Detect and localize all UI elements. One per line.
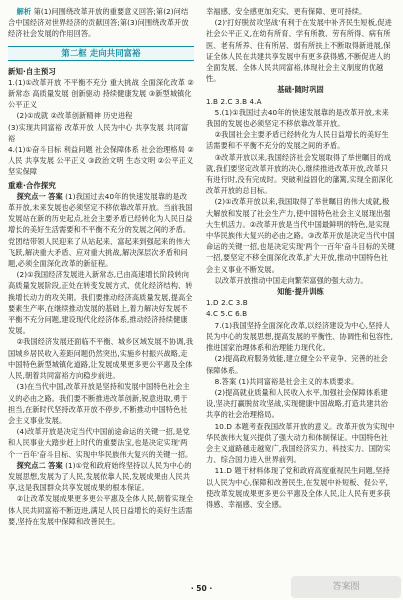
- analysis-paragraph: [8, 6, 194, 40]
- item-11: 11.D 题干材料体现了党和政府高度重视民生问题,坚持以人民为中心,保障和改善民生,在发展中补短板、促公平,使改革发展成果更多更公平惠及全体人民,让人民有更多获得感、幸福感、安全感。: [206, 466, 391, 509]
- explore1-paragraph: ②我国经济发展还面临不平衡、城乡区域发展不协调,我国城乡居民收入差距问题仍然突出,实施乡村振兴战略,走中国特色新型城镇化道路,让发展成果更多更公平惠及全体人民,朝着共同富裕方向稳步前进。: [8, 337, 194, 381]
- ability-answers: 4.C 5.C 6.B: [206, 309, 248, 319]
- ability-item: (2)提高政府服务效能,建立健全公平竞争、完善的社会保障体系。: [206, 354, 388, 375]
- basic-item: 5.(1)①我国过去40年的快速发展靠的是改革开放,未来我国的发展也必须坚定不移依靠改革开放。: [206, 107, 389, 129]
- left-column: [8, 6, 194, 527]
- explore1-paragraph: (2)①我国经济发展进入新常态,已由高速增长阶段转向高质量发展阶段,正处在转变发展方式、优化经济结构、转换增长动力的攻关期。我们要推动经济高质量发展,提高全要素生产率,在继续推动发展的基础上,着力解决好发展不平衡不充分问题,建设现代化经济体系,推动经济持续健康发展。: [8, 270, 193, 336]
- watermark-logo: 答案圈: [291, 576, 401, 598]
- newknow-heading: 新知·自主预习: [8, 66, 56, 76]
- basic-item: (2)①改革开放以来,我国取得了举世瞩目的伟大成就,极大解放和发展了社会生产力,使中国特色社会主义展现出强大生机活力。②改革开放是当代中国最鲜明的特色,是实现中华民族伟大复兴的必由之路。③改革开放是决定当代中国命运的关键一招,也是决定实现'两个一百年'奋斗目标的关键一招,要坚定不移全面深化改革,扩大开放,推动中国特色社会主义事业不断发展。: [206, 197, 395, 274]
- explore1-paragraph: (4)改革开放是决定当代中国前途命运的关键一招,是党和人民事业大踏步赶上时代的重要法宝,也是决定实现'两个一百年'奋斗目标、实现中华民族伟大复兴的关键一招。: [8, 427, 193, 459]
- newknow-item: 4.(1)①奋斗目标 利益问题 社会保障体系 社会治理格局 ②人民 共享发展 公平正义 ③政治文明 生态文明 ②公平正义 坚实保障: [8, 145, 194, 177]
- analysis-text: 第(1)问围绕改革开放的重要意义回答;第(2)问结合中国经济对世界经济的贡献回答;第(3)问围绕改革开放经济社会发展的作用回答。: [8, 7, 189, 39]
- explore1-text: (1)我国过去40年的快速发展靠的是改革开放,未来发展也必须坚定不移依靠改革开放。当前我国发展站在新的历史起点,社会主要矛盾已经转化为人民日益增长的美好生活需要和不平衡不充分的发展之间的矛盾。党团结带领人民迎来了从站起来、富起来到强起来的伟大飞跃,解决重大矛盾、应对重大挑战,解决深层次矛盾和问题,必须全面深化改革的新征程。: [8, 191, 193, 269]
- right-paragraph: 幸福感、安全感更加充实、更有保障、更可持续。: [206, 7, 367, 16]
- analysis-label: 解析: [16, 7, 32, 16]
- ability-answers: 1.D 2.C 3.B: [206, 298, 248, 308]
- basic-item: 以改革开放推动中国走向繁荣富强的强大动力。: [214, 275, 368, 285]
- explore1-label: 探究点一: [16, 191, 46, 201]
- newknow-item: (2)①成就 ②改革创新精神 历史进程: [16, 111, 133, 121]
- ability-item: 7.(1)我国坚持全面深化改革,以经济建设为中心,坚持人民为中心的发展思想,提高发展的平衡性、协调性和包容性,推进国家治理体系和治理能力现代化。: [206, 320, 393, 353]
- ability-item: 8.答案 (1)共同富裕是社会主义的本质要求。: [214, 376, 359, 386]
- explore1-paragraph: [8, 191, 194, 269]
- basic-heading: 基础·随时巩固: [277, 85, 324, 95]
- page-number: · 50 ·: [190, 584, 213, 593]
- item-10: 10.D 本题考查我国改革开放的意义。改革开放为实现中华民族伟大复兴提供了强大动力和体制保证。中国特色社会主义道路越走越宽广,我国经济实力、科技实力、国防实力、综合国力进入世界前列。: [206, 421, 395, 465]
- right-column: [206, 6, 395, 510]
- explore2-answer-label: 答案: [48, 460, 63, 470]
- ability-heading: 知能·提升训练: [277, 287, 324, 297]
- explore2-label: 探究点二: [16, 460, 46, 470]
- newknow-item: 1.(1)①改革开放 不平衡不充分 重大挑战 全面深化改革 ②新常态 高质量发展 创新驱动 持续健康发展 ③新型城镇化 公平正义: [8, 77, 194, 110]
- newknow-item: (3)实现共同富裕 改革开放 人民为中心 共享发展 共同富裕: [8, 122, 189, 143]
- section-banner: 第二框 走向共同富裕: [8, 46, 194, 61]
- basic-answers: 1.B 2.C 3.B 4.A: [206, 96, 262, 106]
- explore1-paragraph: (3)在当代中国,改革开放是坚持和发展中国特色社会主义的必由之路。我们要不断推进改革创新,锐意进取,勇于担当,在新时代坚持改革开放不停步,不断推动中国特色社会主义事业发展。: [8, 382, 190, 425]
- basic-item: ②我国社会主要矛盾已经转化为人民日益增长的美好生活需要和不平衡不充分的发展之间的矛盾。: [206, 130, 389, 151]
- explore2-text: (1)①党和政府始终坚持以人民为中心的发展思想,发展为了人民,发展依靠人民,发展成果由人民共享,这是我国群众共享发展成果的根本保证。: [8, 460, 192, 493]
- ability-item: (2)提高就业质量和人民收入水平,加强社会保障体系建设,坚决打赢脱贫攻坚战,实现健康中国战略,打造共建共治共享的社会治理格局。: [206, 387, 389, 420]
- explore1-answer-label: 答案: [48, 191, 63, 201]
- explore2-paragraph: [8, 460, 194, 494]
- focus-heading: 重难·合作探究: [8, 180, 56, 190]
- right-paragraph: (2)'打好脱贫攻坚战'有利于在发展中补齐民生短板,促进社会公平正义,在幼有所育、学有所教、劳有所得、病有所医、老有所养、住有所居、弱有所扶上不断取得新进展,保证全体人民在共建共享发展中有更多获得感,不断促进人的全面发展、全体人民共同富裕,体现社会主义制度的优越性。: [206, 18, 392, 84]
- explore2-paragraph: ②让改革发展成果更多更公平惠及全体人民,朝着实现全体人民共同富裕不断迈进,满足人民日益增长的美好生活需要,坚持在发展中保障和改善民生。: [8, 494, 194, 526]
- basic-item: ③改革开放以来,我国经济社会发展取得了举世瞩目的成就,我们要坚定改革开放的决心,继续推进改革开放,改革只有进行时,没有完成时。突破利益固化的藩篱,实现全面深化改革开放的总目标。: [206, 152, 393, 196]
